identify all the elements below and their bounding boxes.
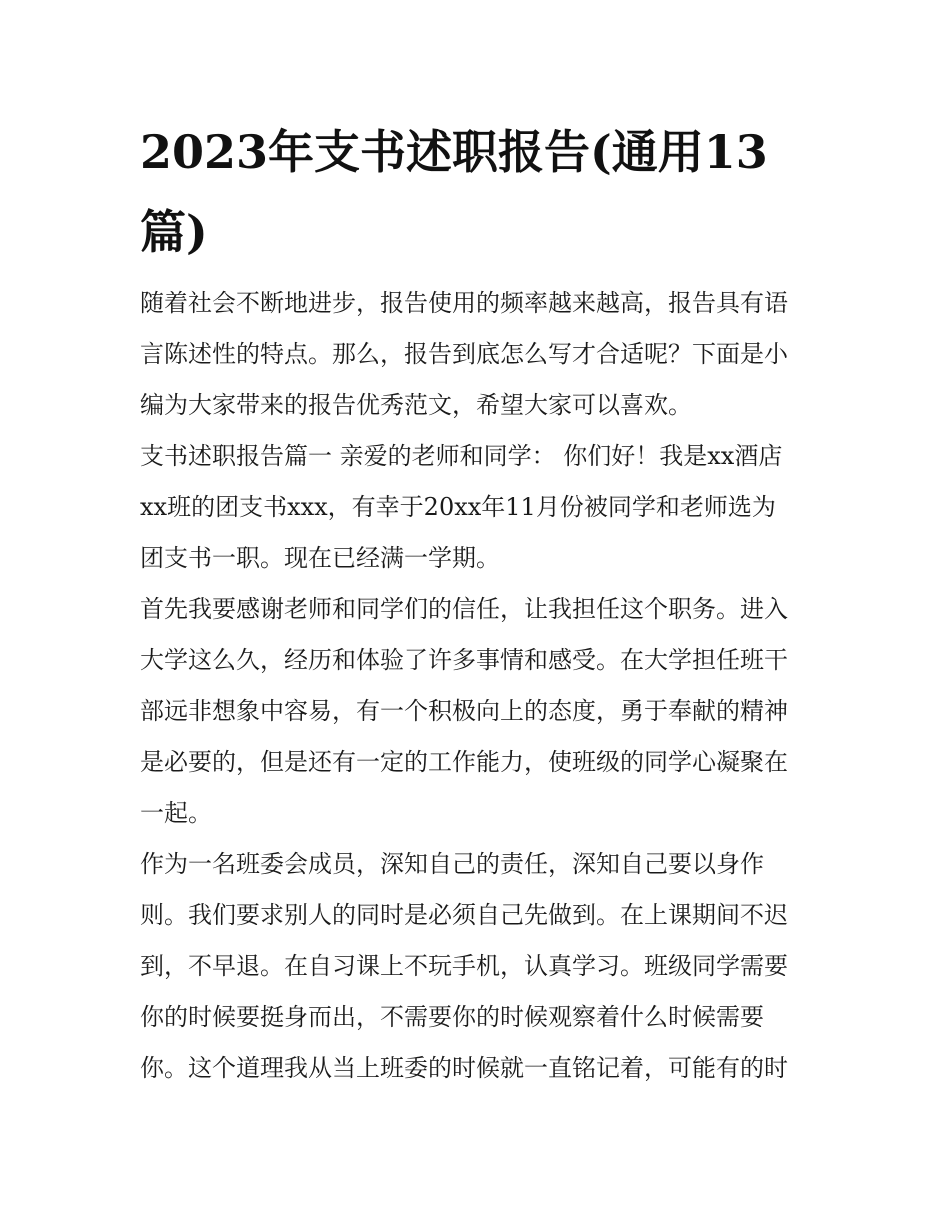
title-line: 篇) bbox=[140, 205, 208, 259]
body-line: 首先我要感谢老师和同学们的信任，让我担任这个职务。进入 bbox=[140, 595, 788, 623]
body-line: 团支书一职。现在已经满一学期。 bbox=[140, 544, 500, 572]
title-line: 2023年支书述职报告(通用13 bbox=[140, 125, 768, 179]
body-line: 则。我们要求别人的同时是必须自己先做到。在上课期间不迟 bbox=[140, 901, 788, 929]
body-line: 作为一名班委会成员，深知自己的责任，深知自己要以身作 bbox=[140, 850, 764, 878]
body-line: 部远非想象中容易，有一个积极向上的态度，勇于奉献的精神 bbox=[140, 697, 788, 725]
body-line: 你的时候要挺身而出，不需要你的时候观察着什么时候需要 bbox=[140, 1003, 764, 1031]
body-line: 是必要的，但是还有一定的工作能力，使班级的同学心凝聚在 bbox=[140, 748, 788, 776]
document-body bbox=[140, 278, 820, 1094]
body-line: 一起。 bbox=[140, 799, 212, 827]
body-line: 言陈述性的特点。那么，报告到底怎么写才合适呢？下面是小 bbox=[140, 340, 788, 368]
body-line: 你。这个道理我从当上班委的时候就一直铭记着，可能有的时 bbox=[140, 1054, 788, 1082]
body-line: 随着社会不断地进步，报告使用的频率越来越高，报告具有语 bbox=[140, 289, 788, 317]
body-line: 支书述职报告篇一 亲爱的老师和同学： 你们好！我是xx酒店 bbox=[140, 442, 783, 470]
body-line: 编为大家带来的报告优秀范文，希望大家可以喜欢。 bbox=[140, 391, 692, 419]
body-line: xx班的团支书xxx，有幸于20xx年11月份被同学和老师选为 bbox=[140, 493, 776, 521]
body-line: 到，不早退。在自习课上不玩手机，认真学习。班级同学需要 bbox=[140, 952, 788, 980]
document-title bbox=[140, 112, 820, 272]
body-line: 大学这么久，经历和体验了许多事情和感受。在大学担任班干 bbox=[140, 646, 788, 674]
